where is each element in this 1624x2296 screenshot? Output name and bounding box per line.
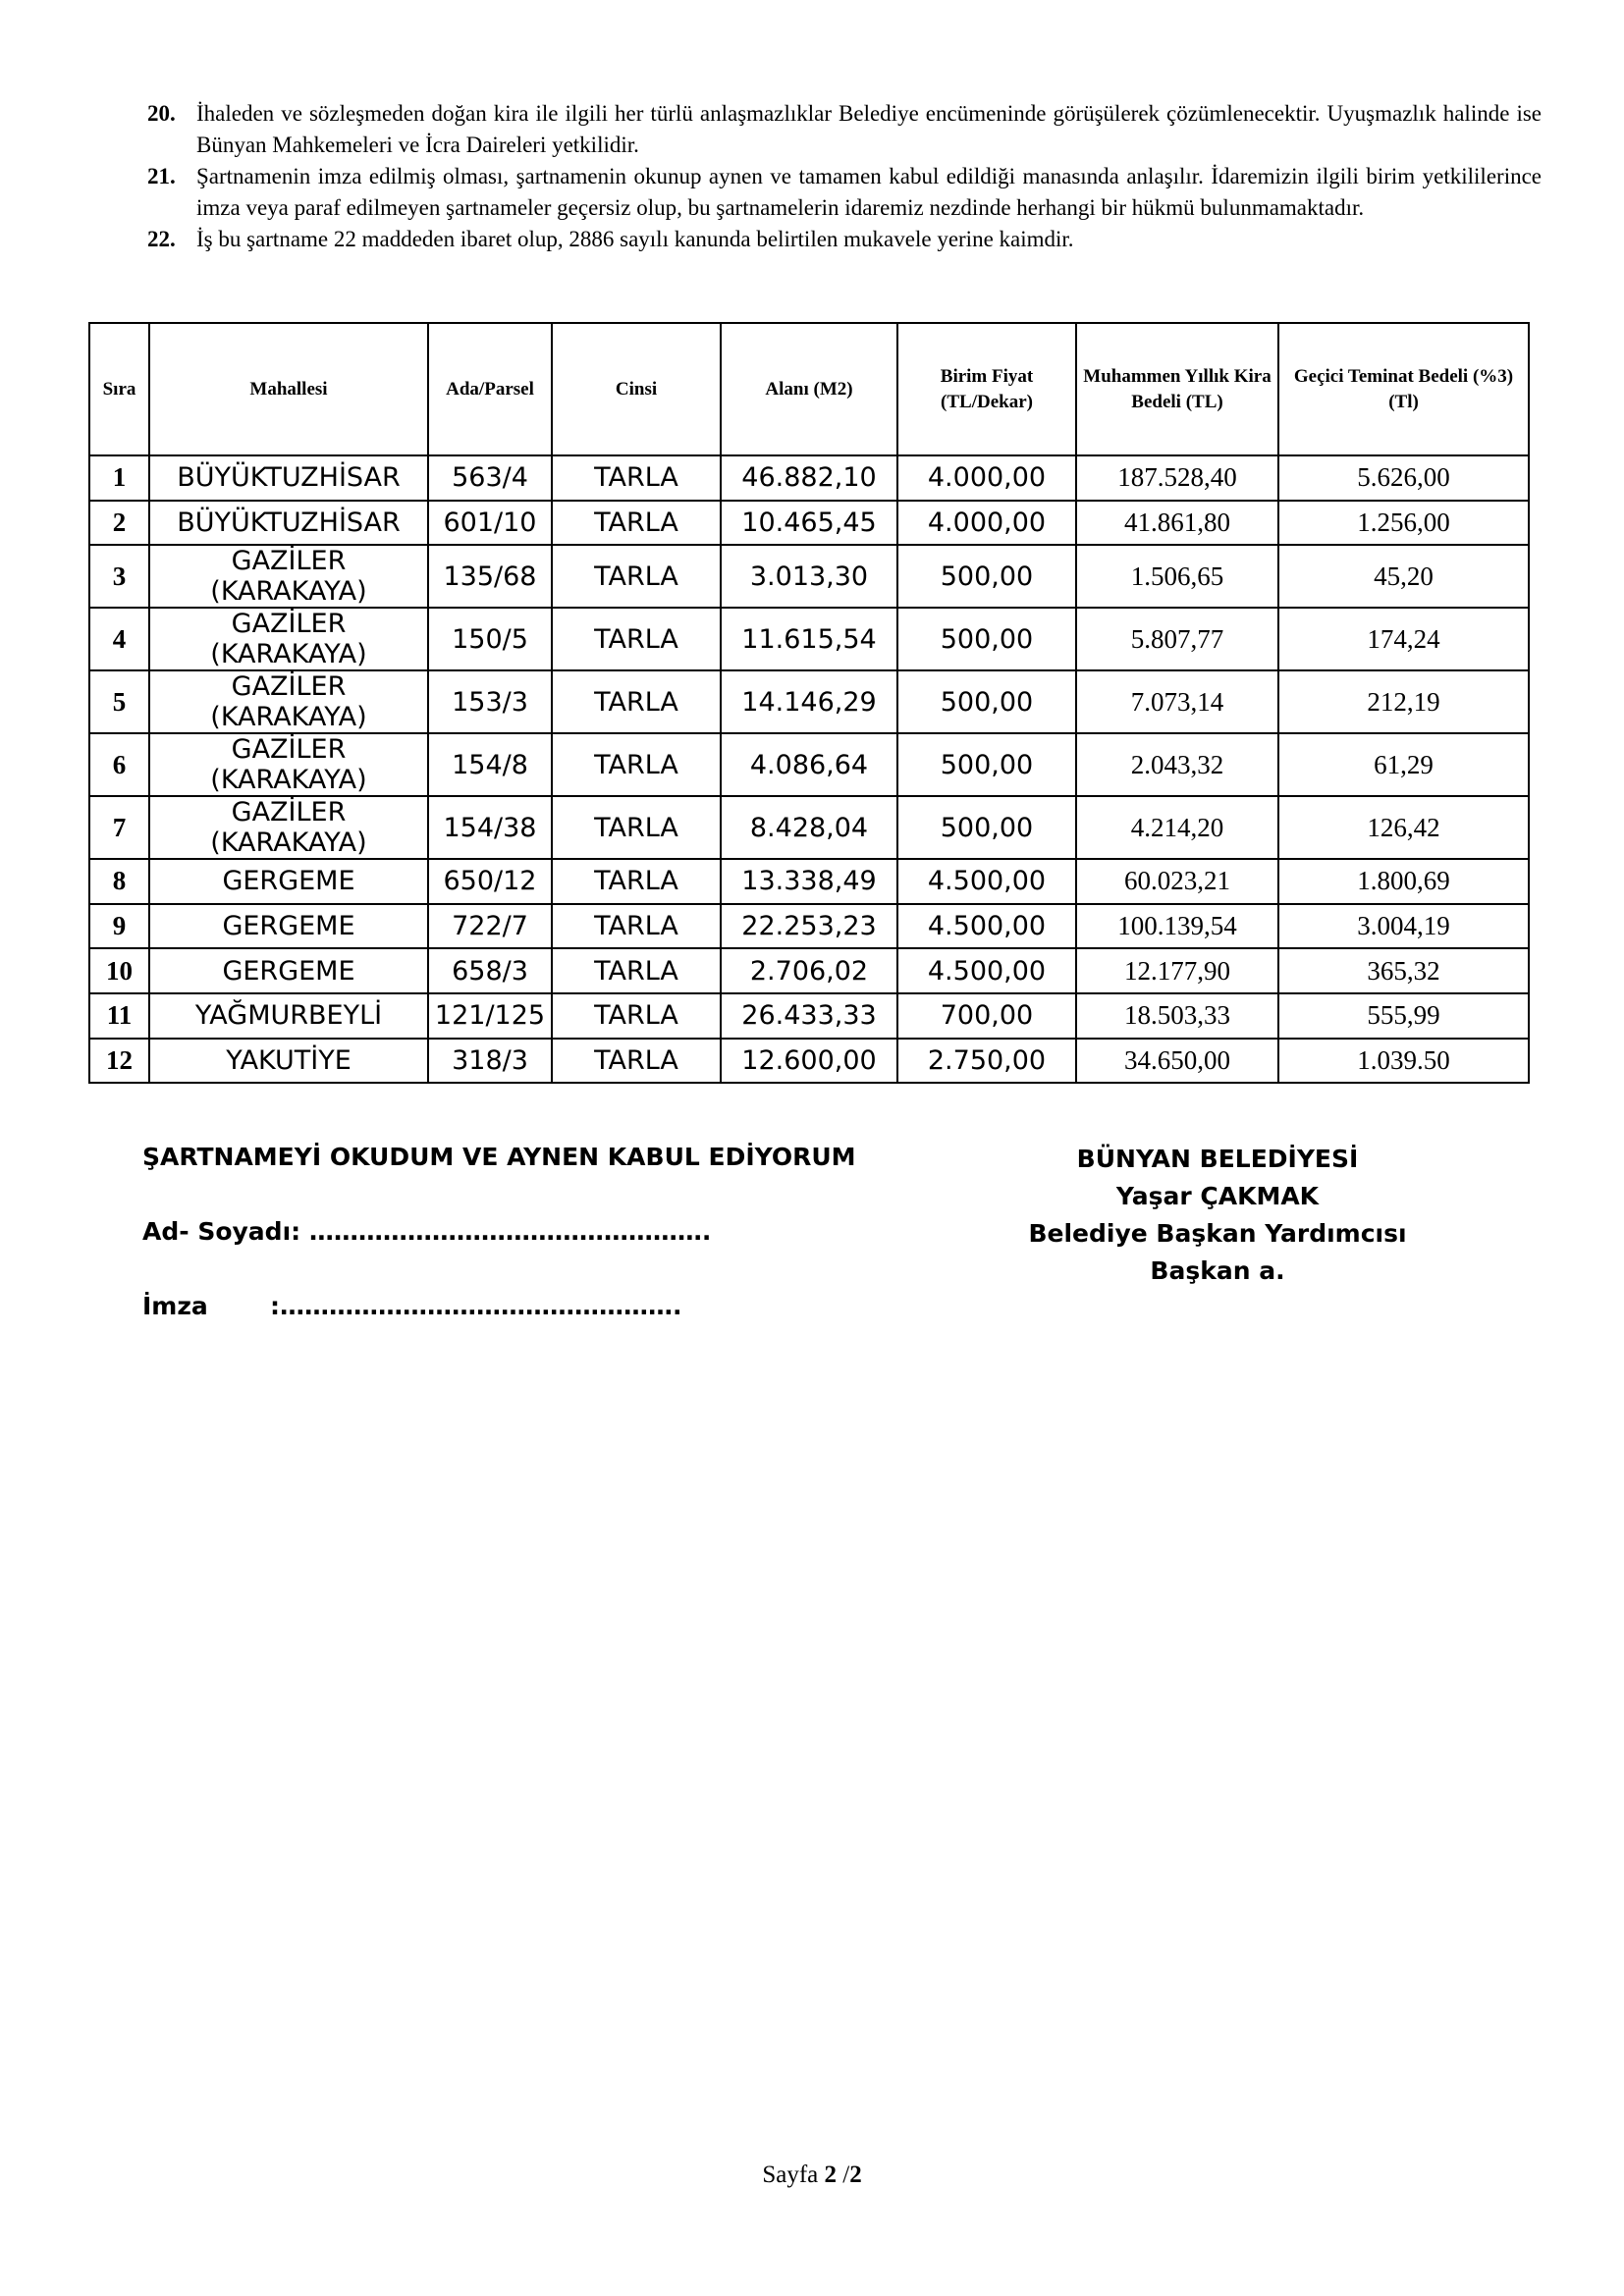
header-gecici-teminat: Geçici Teminat Bedeli (%3) (Tl) bbox=[1278, 323, 1529, 455]
signature-field bbox=[142, 1288, 856, 1325]
page-separator: / bbox=[842, 2162, 850, 2188]
cell-gecici-teminat: 174,24 bbox=[1278, 608, 1529, 670]
cell-gecici-teminat: 555,99 bbox=[1278, 993, 1529, 1039]
cell-alani: 3.013,30 bbox=[721, 545, 897, 608]
cell-birim-fiyat: 700,00 bbox=[897, 993, 1076, 1039]
cell-mahallesi: BÜYÜKTUZHİSAR bbox=[149, 501, 428, 546]
clause-20 bbox=[147, 98, 1542, 161]
table-row bbox=[89, 948, 1529, 993]
cell-muhammen-kira: 18.503,33 bbox=[1076, 993, 1278, 1039]
cell-cinsi: TARLA bbox=[552, 733, 721, 796]
name-field: Ad- Soyadı: …………………………………………. bbox=[142, 1217, 712, 1246]
cell-sira: 8 bbox=[89, 859, 149, 904]
cell-alani: 2.706,02 bbox=[721, 948, 897, 993]
clause-text: Şartnamenin imza edilmiş olması, şartnamenin okunup aynen ve tamamen kabul edildiği manasında anlaşılır. İdaremizin ilgili birim yetkililerince imza veya paraf edilmeyen şartnameler geçersiz olup, bu şartnamelerin idaremiz nezdinde herhangi bir hükmü bulunmamaktadır. bbox=[196, 164, 1542, 220]
cell-birim-fiyat: 500,00 bbox=[897, 545, 1076, 608]
cell-mahallesi: GAZİLER (KARAKAYA) bbox=[149, 608, 428, 670]
table-row bbox=[89, 545, 1529, 608]
cell-cinsi: TARLA bbox=[552, 859, 721, 904]
cell-birim-fiyat: 2.750,00 bbox=[897, 1039, 1076, 1084]
cell-cinsi: TARLA bbox=[552, 670, 721, 733]
cell-mahallesi: GAZİLER (KARAKAYA) bbox=[149, 733, 428, 796]
cell-ada-parsel: 150/5 bbox=[428, 608, 552, 670]
cell-ada-parsel: 153/3 bbox=[428, 670, 552, 733]
clause-text: İş bu şartname 22 maddeden ibaret olup, 2886 sayılı kanunda belirtilen mukavele yerine kaimdir. bbox=[196, 227, 1074, 251]
cell-alani: 11.615,54 bbox=[721, 608, 897, 670]
cell-muhammen-kira: 12.177,90 bbox=[1076, 948, 1278, 993]
cell-birim-fiyat: 500,00 bbox=[897, 733, 1076, 796]
cell-alani: 14.146,29 bbox=[721, 670, 897, 733]
cell-mahallesi: GERGEME bbox=[149, 948, 428, 993]
cell-ada-parsel: 722/7 bbox=[428, 904, 552, 949]
cell-sira: 1 bbox=[89, 455, 149, 501]
page-number bbox=[0, 2162, 1624, 2189]
cell-birim-fiyat: 4.000,00 bbox=[897, 455, 1076, 501]
cell-alani: 22.253,23 bbox=[721, 904, 897, 949]
cell-cinsi: TARLA bbox=[552, 608, 721, 670]
acceptance-statement: ŞARTNAMEYİ OKUDUM VE AYNEN KABUL EDİYORUM bbox=[142, 1143, 856, 1171]
cell-birim-fiyat: 500,00 bbox=[897, 796, 1076, 859]
cell-mahallesi: GERGEME bbox=[149, 904, 428, 949]
table-row bbox=[89, 670, 1529, 733]
parcel-table bbox=[88, 322, 1530, 1084]
header-muhammen-kira: Muhammen Yıllık Kira Bedeli (TL) bbox=[1076, 323, 1278, 455]
cell-ada-parsel: 154/38 bbox=[428, 796, 552, 859]
cell-sira: 10 bbox=[89, 948, 149, 993]
cell-cinsi: TARLA bbox=[552, 948, 721, 993]
cell-muhammen-kira: 34.650,00 bbox=[1076, 1039, 1278, 1084]
cell-sira: 12 bbox=[89, 1039, 149, 1084]
cell-birim-fiyat: 4.500,00 bbox=[897, 904, 1076, 949]
cell-mahallesi: GAZİLER (KARAKAYA) bbox=[149, 670, 428, 733]
cell-ada-parsel: 135/68 bbox=[428, 545, 552, 608]
header-cinsi: Cinsi bbox=[552, 323, 721, 455]
cell-ada-parsel: 650/12 bbox=[428, 859, 552, 904]
cell-ada-parsel: 601/10 bbox=[428, 501, 552, 546]
cell-birim-fiyat: 4.500,00 bbox=[897, 859, 1076, 904]
cell-sira: 6 bbox=[89, 733, 149, 796]
cell-sira: 4 bbox=[89, 608, 149, 670]
cell-cinsi: TARLA bbox=[552, 904, 721, 949]
on-behalf-note: Başkan a. bbox=[1150, 1256, 1285, 1285]
cell-cinsi: TARLA bbox=[552, 796, 721, 859]
cell-ada-parsel: 154/8 bbox=[428, 733, 552, 796]
cell-mahallesi: GAZİLER (KARAKAYA) bbox=[149, 796, 428, 859]
cell-alani: 12.600,00 bbox=[721, 1039, 897, 1084]
header-sira: Sıra bbox=[89, 323, 149, 455]
official-name: Yaşar ÇAKMAK bbox=[1115, 1182, 1320, 1210]
cell-ada-parsel: 121/125 bbox=[428, 993, 552, 1039]
table-row bbox=[89, 608, 1529, 670]
cell-ada-parsel: 658/3 bbox=[428, 948, 552, 993]
cell-sira: 9 bbox=[89, 904, 149, 949]
cell-cinsi: TARLA bbox=[552, 501, 721, 546]
cell-cinsi: TARLA bbox=[552, 993, 721, 1039]
cell-sira: 7 bbox=[89, 796, 149, 859]
page-prefix: Sayfa bbox=[762, 2162, 819, 2188]
cell-sira: 5 bbox=[89, 670, 149, 733]
signature-line: :…………………………………………. bbox=[270, 1292, 682, 1320]
table-row bbox=[89, 993, 1529, 1039]
table-row bbox=[89, 455, 1529, 501]
cell-muhammen-kira: 1.506,65 bbox=[1076, 545, 1278, 608]
cell-gecici-teminat: 45,20 bbox=[1278, 545, 1529, 608]
cell-alani: 26.433,33 bbox=[721, 993, 897, 1039]
organization-name: BÜNYAN BELEDİYESİ bbox=[1076, 1145, 1359, 1173]
cell-sira: 11 bbox=[89, 993, 149, 1039]
header-birim-fiyat: Birim Fiyat (TL/Dekar) bbox=[897, 323, 1076, 455]
header-alani: Alanı (M2) bbox=[721, 323, 897, 455]
cell-alani: 46.882,10 bbox=[721, 455, 897, 501]
cell-muhammen-kira: 5.807,77 bbox=[1076, 608, 1278, 670]
cell-gecici-teminat: 212,19 bbox=[1278, 670, 1529, 733]
cell-muhammen-kira: 2.043,32 bbox=[1076, 733, 1278, 796]
cell-gecici-teminat: 365,32 bbox=[1278, 948, 1529, 993]
cell-mahallesi: GERGEME bbox=[149, 859, 428, 904]
table-row bbox=[89, 501, 1529, 546]
cell-cinsi: TARLA bbox=[552, 455, 721, 501]
cell-gecici-teminat: 3.004,19 bbox=[1278, 904, 1529, 949]
clause-number: 20. bbox=[147, 101, 176, 126]
clause-22 bbox=[147, 224, 1542, 255]
header-mahallesi: Mahallesi bbox=[149, 323, 428, 455]
cell-birim-fiyat: 500,00 bbox=[897, 670, 1076, 733]
cell-muhammen-kira: 60.023,21 bbox=[1076, 859, 1278, 904]
cell-gecici-teminat: 5.626,00 bbox=[1278, 455, 1529, 501]
cell-mahallesi: YAKUTİYE bbox=[149, 1039, 428, 1084]
cell-gecici-teminat: 1.256,00 bbox=[1278, 501, 1529, 546]
clause-text: İhaleden ve sözleşmeden doğan kira ile ilgili her türlü anlaşmazlıklar Belediye encümeninde görüşülerek çözümlenecektir. Uyuşmazlık halinde ise Bünyan Mahkemeleri ve İcra Daireleri yetkilidir. bbox=[196, 101, 1542, 157]
cell-gecici-teminat: 126,42 bbox=[1278, 796, 1529, 859]
cell-mahallesi: GAZİLER (KARAKAYA) bbox=[149, 545, 428, 608]
clause-number: 22. bbox=[147, 227, 176, 251]
cell-birim-fiyat: 4.000,00 bbox=[897, 501, 1076, 546]
bidder-signature-block bbox=[142, 1139, 856, 1325]
cell-muhammen-kira: 4.214,20 bbox=[1076, 796, 1278, 859]
table-row bbox=[89, 733, 1529, 796]
table-row bbox=[89, 859, 1529, 904]
header-ada-parsel: Ada/Parsel bbox=[428, 323, 552, 455]
cell-muhammen-kira: 7.073,14 bbox=[1076, 670, 1278, 733]
cell-birim-fiyat: 500,00 bbox=[897, 608, 1076, 670]
table-row bbox=[89, 796, 1529, 859]
current-page: 2 bbox=[824, 2162, 837, 2188]
table-header-row bbox=[89, 323, 1529, 455]
table-row bbox=[89, 1039, 1529, 1084]
cell-gecici-teminat: 1.800,69 bbox=[1278, 859, 1529, 904]
table-row bbox=[89, 904, 1529, 949]
official-signature-block bbox=[982, 1141, 1453, 1290]
cell-ada-parsel: 563/4 bbox=[428, 455, 552, 501]
total-pages: 2 bbox=[849, 2162, 862, 2188]
cell-muhammen-kira: 187.528,40 bbox=[1076, 455, 1278, 501]
cell-muhammen-kira: 100.139,54 bbox=[1076, 904, 1278, 949]
cell-mahallesi: BÜYÜKTUZHİSAR bbox=[149, 455, 428, 501]
cell-gecici-teminat: 61,29 bbox=[1278, 733, 1529, 796]
cell-alani: 8.428,04 bbox=[721, 796, 897, 859]
cell-alani: 10.465,45 bbox=[721, 501, 897, 546]
cell-gecici-teminat: 1.039.50 bbox=[1278, 1039, 1529, 1084]
cell-muhammen-kira: 41.861,80 bbox=[1076, 501, 1278, 546]
signature-label: İmza bbox=[142, 1292, 208, 1320]
official-title: Belediye Başkan Yardımcısı bbox=[1028, 1219, 1407, 1248]
cell-alani: 13.338,49 bbox=[721, 859, 897, 904]
cell-sira: 3 bbox=[89, 545, 149, 608]
clause-21 bbox=[147, 161, 1542, 224]
cell-ada-parsel: 318/3 bbox=[428, 1039, 552, 1084]
cell-alani: 4.086,64 bbox=[721, 733, 897, 796]
cell-cinsi: TARLA bbox=[552, 545, 721, 608]
clauses-section bbox=[147, 98, 1542, 255]
cell-birim-fiyat: 4.500,00 bbox=[897, 948, 1076, 993]
cell-mahallesi: YAĞMURBEYLİ bbox=[149, 993, 428, 1039]
cell-cinsi: TARLA bbox=[552, 1039, 721, 1084]
clause-number: 21. bbox=[147, 164, 176, 188]
cell-sira: 2 bbox=[89, 501, 149, 546]
